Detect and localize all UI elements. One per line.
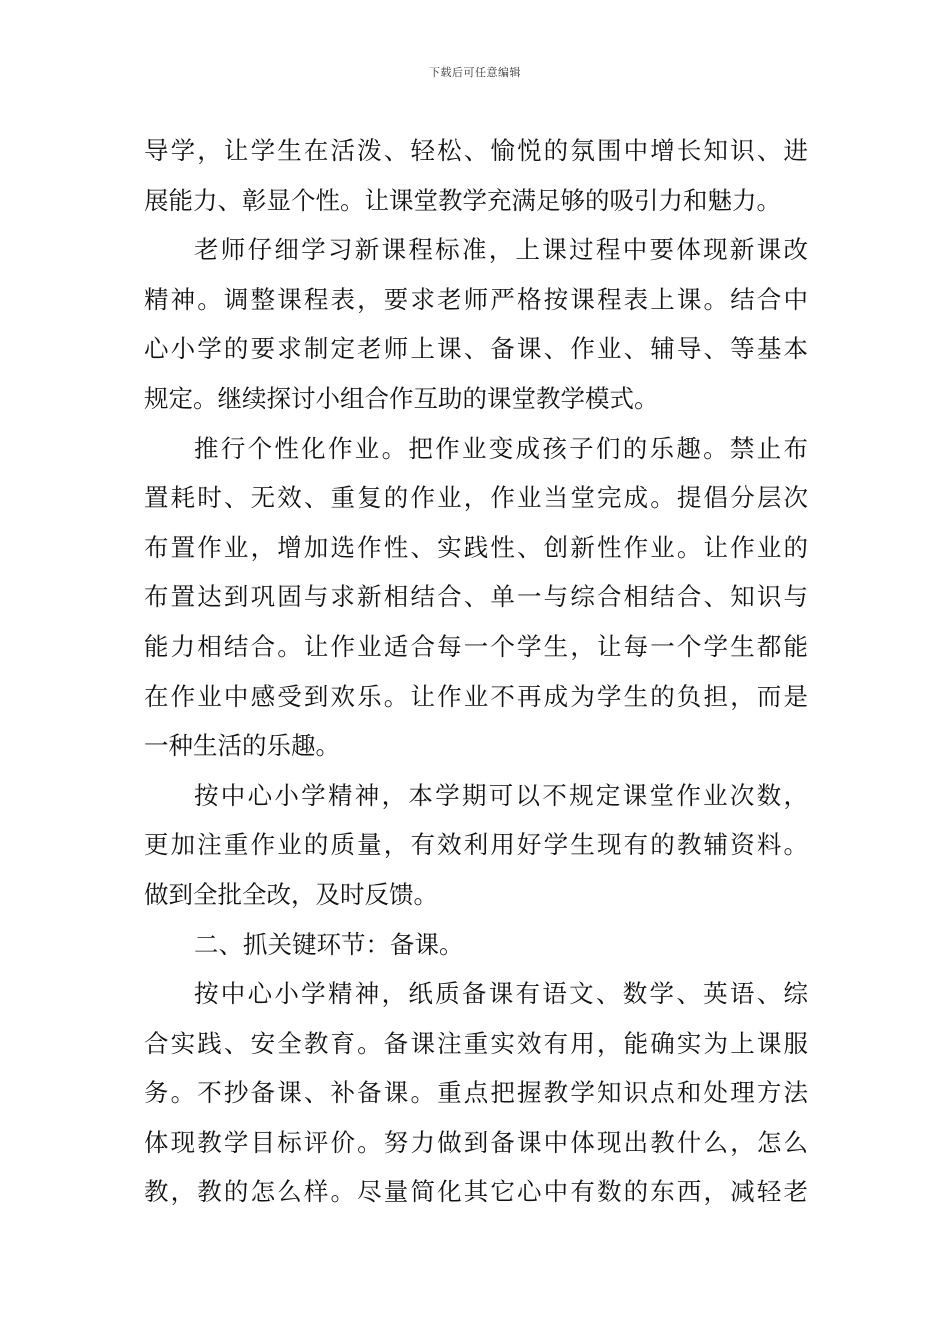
text-line: 布置达到巩固与求新相结合、单一与综合相结合、知识与 [144, 582, 808, 612]
text-line: 老师仔细学习新课程标准，上课过程中要体现新课改 [194, 235, 808, 265]
text-line: 置耗时、无效、重复的作业，作业当堂完成。提倡分层次 [144, 483, 808, 513]
text-line: 合实践、安全教育。备课注重实效有用，能确实为上课服 [144, 1028, 808, 1058]
text-line: 精神。调整课程表，要求老师严格按课程表上课。结合中 [144, 284, 808, 314]
text-line: 按中心小学精神，本学期可以不规定课堂作业次数， [194, 780, 808, 810]
text-line: 展能力、彰显个性。让课堂教学充满足够的吸引力和魅力。 [144, 185, 781, 215]
text-line: 推行个性化作业。把作业变成孩子们的乐趣。禁止布 [194, 433, 808, 463]
text-line: 能力相结合。让作业适合每一个学生，让每一个学生都能 [144, 631, 808, 661]
text-line: 做到全批全改，及时反馈。 [144, 879, 438, 909]
body-text [144, 126, 808, 1217]
text-line: 体现教学目标评价。努力做到备课中体现出教什么，怎么 [144, 1127, 808, 1157]
text-line: 布置作业，增加选作性、实践性、创新性作业。让作业的 [144, 532, 808, 562]
text-line: 规定。继续探讨小组合作互助的课堂教学模式。 [144, 383, 659, 413]
text-line: 导学，让学生在活泼、轻松、愉悦的氛围中增长知识、进 [144, 136, 808, 165]
text-line: 二、抓关键环节：备课。 [194, 929, 464, 959]
text-line: 更加注重作业的质量，有效利用好学生现有的教辅资料。 [144, 830, 808, 860]
text-line: 按中心小学精神，纸质备课有语文、数学、英语、综 [194, 979, 808, 1009]
page-header: 下载后可任意编辑 [429, 66, 521, 79]
text-line: 在作业中感受到欢乐。让作业不再成为学生的负担，而是 [144, 681, 808, 711]
text-line: 一种生活的乐趣。 [144, 731, 340, 761]
text-line: 务。不抄备课、补备课。重点把握教学知识点和处理方法 [144, 1078, 808, 1108]
text-line: 教，教的怎么样。尽量简化其它心中有数的东西，减轻老 [144, 1177, 808, 1207]
text-line: 心小学的要求制定老师上课、备课、作业、辅导、等基本 [144, 334, 808, 364]
